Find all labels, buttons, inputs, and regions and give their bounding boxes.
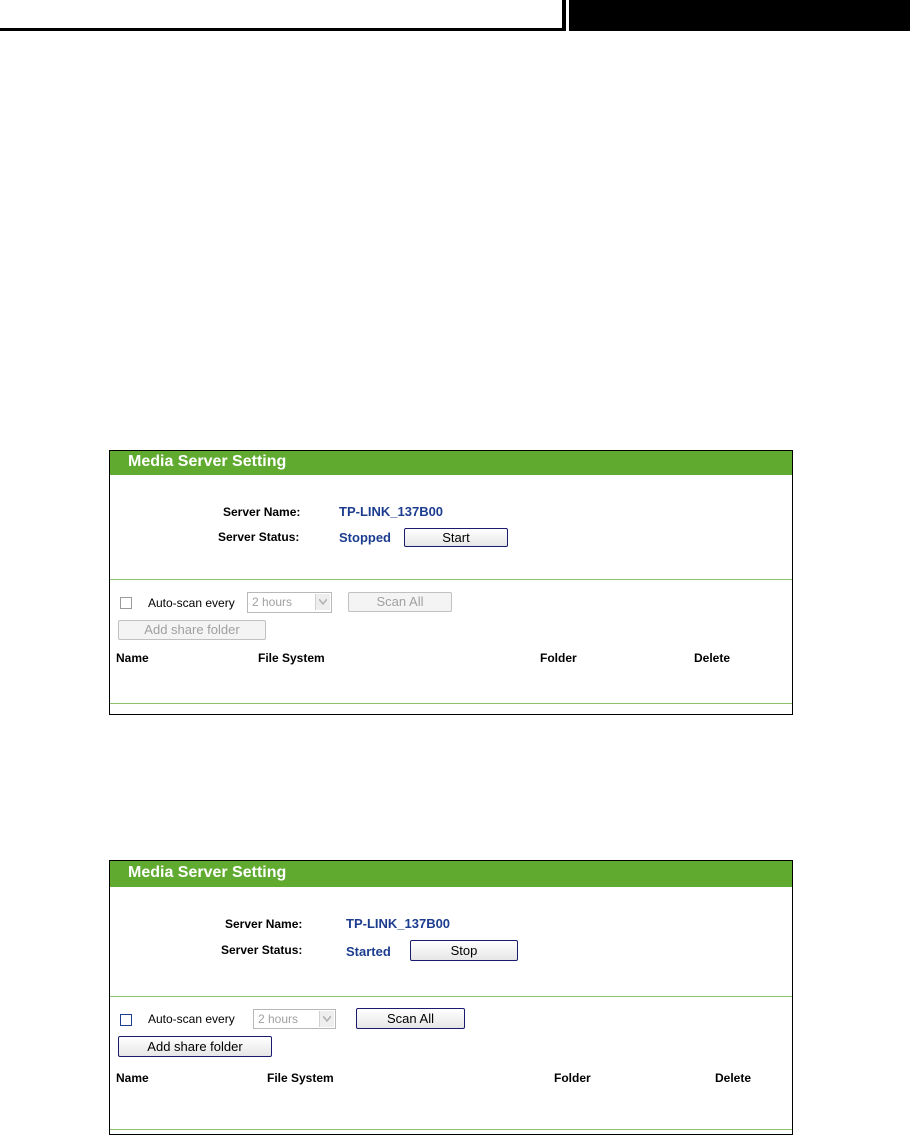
auto-scan-interval-select[interactable] [253, 1009, 336, 1029]
server-name-value: TP-LINK_137B00 [339, 504, 444, 519]
panel-title: Media Server Setting [128, 453, 287, 470]
server-status-value: Stopped [339, 530, 391, 545]
separator [110, 996, 792, 997]
add-share-folder-button[interactable]: Add share folder [118, 1036, 272, 1057]
server-name-label: Server Name: [223, 505, 301, 519]
start-button[interactable]: Start [404, 528, 508, 547]
chevron-down-icon [315, 594, 330, 610]
auto-scan-interval-value: 2 hours [258, 1012, 299, 1026]
separator [110, 579, 792, 580]
server-status-label: Server Status: [221, 943, 303, 957]
column-header-name: Name [116, 1071, 149, 1085]
stop-button[interactable]: Stop [410, 940, 518, 961]
separator [110, 1129, 792, 1130]
column-header-delete: Delete [715, 1071, 752, 1085]
chevron-down-icon [319, 1011, 334, 1027]
page-header-line [0, 28, 562, 31]
column-header-file-system: File System [258, 651, 325, 665]
auto-scan-checkbox[interactable] [120, 1014, 132, 1026]
column-header-folder: Folder [540, 651, 577, 665]
server-status-label: Server Status: [218, 530, 300, 544]
auto-scan-checkbox[interactable] [120, 597, 132, 609]
page-header-block [562, 0, 910, 31]
server-name-value: TP-LINK_137B00 [346, 916, 451, 931]
server-name-label: Server Name: [225, 917, 303, 931]
scan-all-button[interactable]: Scan All [356, 1008, 465, 1029]
scan-all-button[interactable]: Scan All [348, 592, 452, 612]
auto-scan-label: Auto-scan every [148, 1012, 235, 1026]
panel-title: Media Server Setting [128, 864, 287, 881]
column-header-name: Name [116, 651, 149, 665]
column-header-folder: Folder [554, 1071, 591, 1085]
auto-scan-label: Auto-scan every [148, 596, 235, 610]
media-server-panel-started [109, 860, 793, 1135]
add-share-folder-button[interactable]: Add share folder [118, 620, 266, 640]
auto-scan-interval-select[interactable] [247, 592, 332, 613]
separator [110, 703, 792, 704]
column-header-delete: Delete [694, 651, 731, 665]
auto-scan-interval-value: 2 hours [252, 595, 293, 609]
column-header-file-system: File System [267, 1071, 334, 1085]
panel-title-bar [110, 861, 792, 887]
panel-title-bar [110, 451, 792, 475]
media-server-panel-stopped [109, 450, 793, 715]
server-status-value: Started [346, 944, 391, 959]
